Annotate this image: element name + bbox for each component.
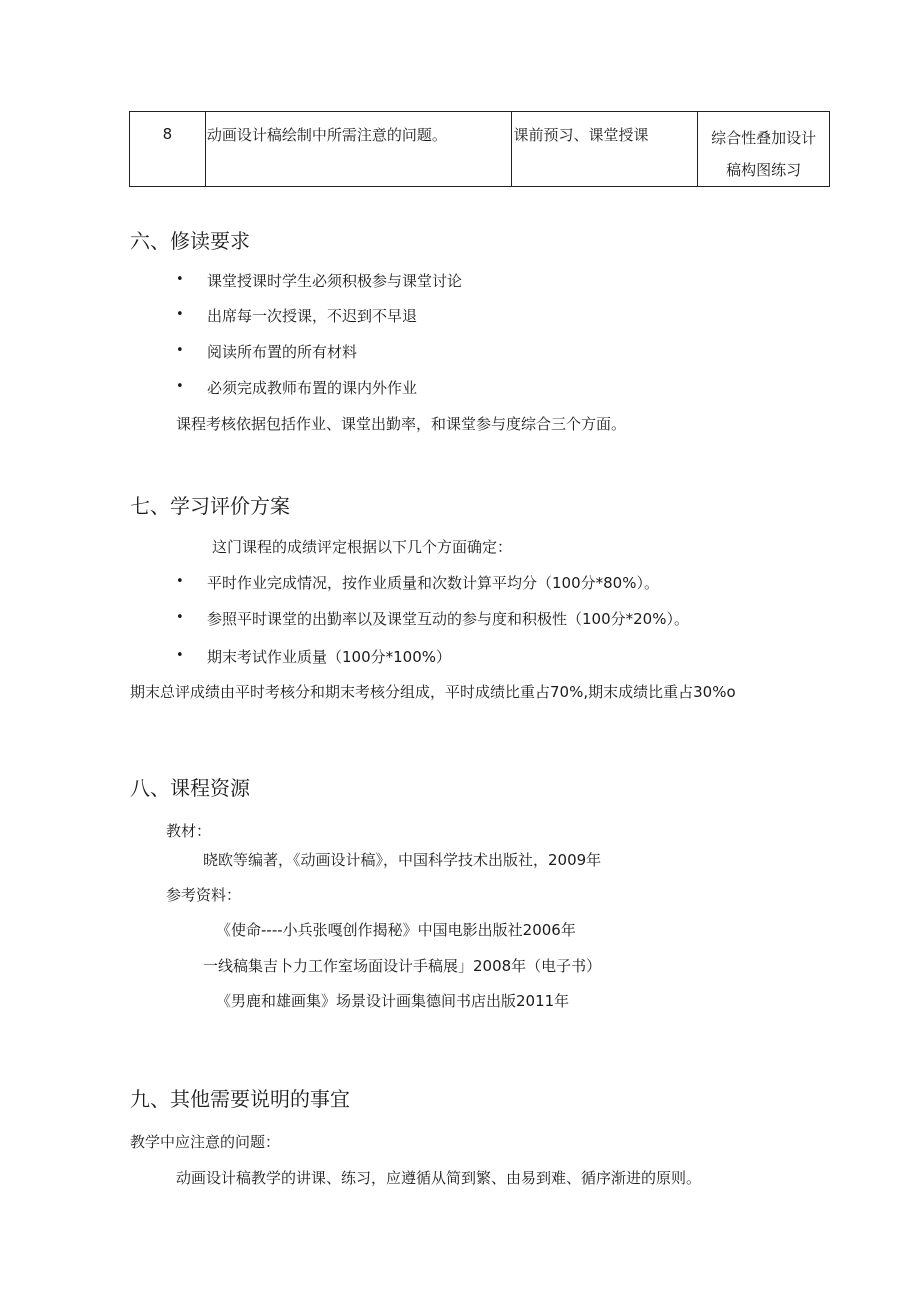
section7-item-3: 期末考试作业质量（100分*100%） <box>207 648 452 666</box>
textbook-entry: 晓欧等编著，《动画设计稿》，中国科学技术出版社，2009年 <box>203 851 602 869</box>
lesson-number: 8 <box>130 112 206 187</box>
section9-text: 动画设计稿教学的讲课、练习，应遵循从简到繁、由易到难、循序渐进的原则。 <box>176 1169 702 1187</box>
bullet-icon: • <box>176 648 184 663</box>
assignment-line-2: 稿构图练习 <box>726 161 802 179</box>
lesson-content: 动画设计稿绘制中所需注意的问题。 <box>205 112 512 187</box>
bullet-icon: • <box>176 307 184 322</box>
reference-3: 《男鹿和雄画集》场景设计画集德间书店出版2011年 <box>216 992 570 1010</box>
course-schedule-table <box>129 111 830 187</box>
bullet-icon: • <box>176 379 184 394</box>
reference-2: 一线稿集吉卜力工作室场面设计手稿展」2008年（电子书） <box>203 957 602 975</box>
bullet-icon: • <box>176 574 184 589</box>
bullet-icon: • <box>176 343 184 358</box>
table-row <box>130 112 830 187</box>
section6-note: 课程考核依据包括作业、课堂出勤率，和课堂参与度综合三个方面。 <box>176 415 627 433</box>
textbook-label: 教材： <box>166 822 212 840</box>
section7-item-2: 参照平时课堂的出勤率以及课堂互动的参与度和积极性（100分*20%）。 <box>207 610 689 628</box>
section9-title: 九、其他需要说明的事宜 <box>130 1087 350 1111</box>
section6-item-1: 课堂授课时学生必须积极参与课堂讨论 <box>207 272 463 290</box>
section8-title: 八、课程资源 <box>130 776 250 800</box>
section6-item-2: 出席每一次授课，不迟到不早退 <box>207 307 418 325</box>
section7-intro: 这门课程的成绩评定根据以下几个方面确定： <box>212 538 513 556</box>
assignment-line-1: 综合性叠加设计 <box>711 129 817 147</box>
assignment-cell <box>698 112 830 187</box>
bullet-icon: • <box>176 272 184 287</box>
section7-title: 七、学习评价方案 <box>130 494 290 518</box>
section6-item-3: 阅读所布置的所有材料 <box>207 343 358 361</box>
section6-item-4: 必须完成教师布置的课内外作业 <box>207 379 418 397</box>
teaching-method: 课前预习、课堂授课 <box>512 112 698 187</box>
section7-summary: 期末总评成绩由平时考核分和期末考核分组成，平时成绩比重占70%,期末成绩比重占30%o <box>130 683 736 701</box>
bullet-icon: • <box>176 610 184 625</box>
section9-label: 教学中应注意的问题： <box>130 1133 281 1151</box>
section6-title: 六、修读要求 <box>130 229 250 253</box>
reference-1: 《使命----小兵张嘎创作揭秘》中国电影出版社2006年 <box>216 921 576 939</box>
references-label: 参考资料： <box>166 886 242 904</box>
section7-item-1: 平时作业完成情况，按作业质量和次数计算平均分（100分*80%）。 <box>207 574 659 592</box>
